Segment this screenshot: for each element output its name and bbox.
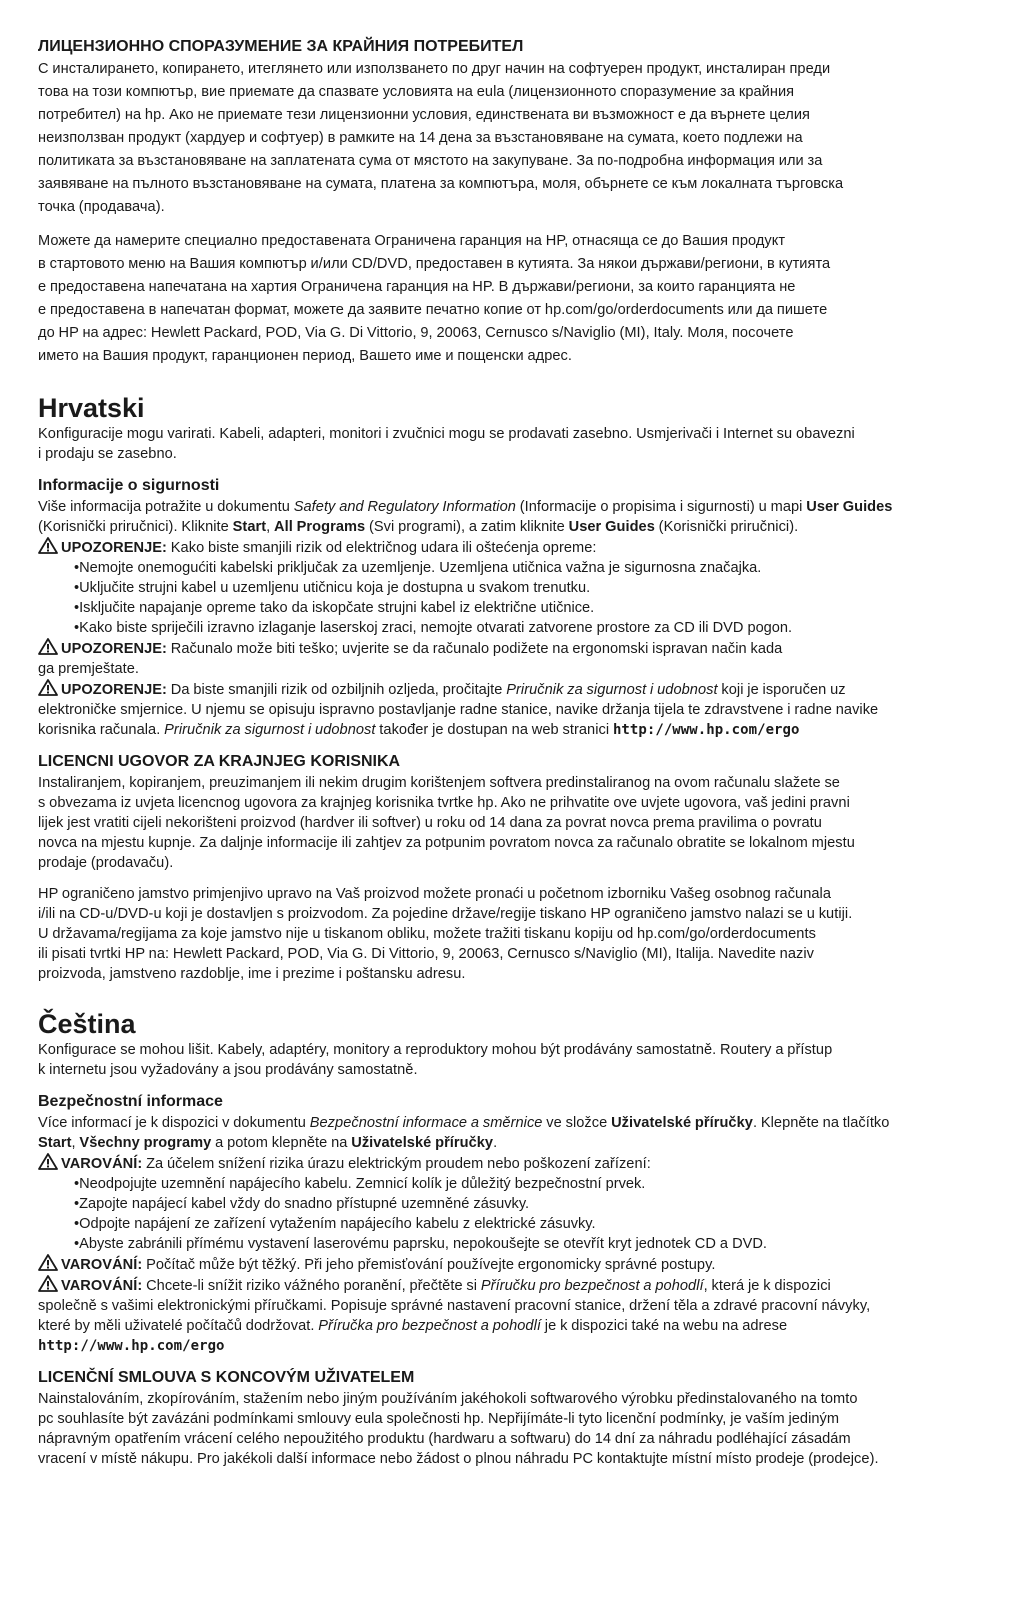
- text-line: политиката за възстановяване на заплатената сума от мястото на закупуване. За по-подробна информация или за: [38, 153, 823, 169]
- text-line: proizvoda, jamstveno razdoblje, ime i prezime i poštansku adresu.: [38, 966, 466, 982]
- cs-ergo-url-line: [38, 1336, 1000, 1356]
- text-line: в стартовото меню на Вашия компютър и/или CD/DVD, предоставен в кутията. За някои държави/региони, в кутията: [38, 256, 831, 272]
- hr-warning-1: UPOZORENJE: Kako biste smanjili rizik od električnog udara ili oštećenja opreme:: [38, 537, 1000, 558]
- text-line: společně s vašimi elektronickými příručkami. Popisuje správné nastavení pracovní stanice, držení těla a zdravé pracovní návyky,: [38, 1298, 871, 1314]
- cs-intro: [38, 1040, 1000, 1080]
- text-line: неизползван продукт (хардуер и софтуер) в рамките на 14 дена за възстановяване на сумата, което подлежи на: [38, 130, 803, 146]
- text-line: Instaliranjem, kopiranjem, preuzimanjem ili nekim drugim korištenjem softvera predinstaliranog na ovom računalu slažete se: [38, 775, 840, 791]
- text-line: lijek jest vratiti cijeli nekorišteni proizvod (hardver ili softver) u roku od 14 dana za povrat novca prema pravilima o povratu: [38, 815, 822, 831]
- text-line: elektroničke smjernice. U njemu se opisuju ispravno postavljanje radne stanice, navike držanja tijela te zdravstvene i radne navike: [38, 702, 879, 718]
- text-line: U državama/regijama za koje jamstvo nije u tiskanom obliku, možete tražiti tiskanu kopiju od hp.com/go/orderdocuments: [38, 926, 816, 942]
- text-line: е предоставена напечатана на хартия Ограничена гаранция на HP. В държави/региони, за които гаранцията не: [38, 279, 796, 295]
- bg-eula-paragraph: [38, 58, 1000, 219]
- list-item: • Zapojte napájecí kabel vždy do snadno přístupné uzemněné zásuvky.: [74, 1194, 1000, 1214]
- list-item: • Uključite strujni kabel u uzemljenu utičnicu koja je dostupna u svakom trenutku.: [74, 578, 1000, 598]
- list-item: • Nemojte onemogućiti kabelski priključak za uzemljenje. Uzemljena utičnica važna je sigurnosna značajka.: [74, 558, 1000, 578]
- text-line: това на този компютър, вие приемате да спазвате условията на eula (лицензионното споразумение за крайния: [38, 84, 795, 100]
- text-line: nápravným opatřením vrácení celého nepoužitého produktu (hardwaru a softwaru) do 14 dní za náhradu podléhající zásadám: [38, 1431, 851, 1447]
- text-line: потребител) на hp. Ако не приемате тези лицензионни условия, единствената ви възможност е да върнете целия: [38, 107, 810, 123]
- warning-triangle-icon: [38, 679, 58, 696]
- hr-eula-heading: LICENCNI UGOVOR ZA KRAJNJEG KORISNIKA: [38, 753, 401, 770]
- ergo-url-link[interactable]: http://www.hp.com/ergo: [612, 722, 800, 738]
- hr-warranty-paragraph: [38, 884, 1000, 984]
- text-line: Можете да намерите специално предоставената Ограничена гаранция на HP, отнасяща се до Вашия продукт: [38, 233, 786, 249]
- ergo-url-link[interactable]: http://www.hp.com/ergo: [38, 1338, 225, 1354]
- text-line: s obvezama iz uvjeta licencnog ugovora za krajnjeg korisnika tvrtke hp. Ako ne prihvatite ove uvjete ugovora, vaš jedini pravni: [38, 795, 850, 811]
- list-item: • Odpojte napájení ze zařízení vytažením napájecího kabelu z elektrické zásuvky.: [74, 1214, 1000, 1234]
- text-line: prodaje (prodavaču).: [38, 855, 174, 871]
- text-line: е предоставена в напечатан формат, можете да заявите печатно копие от hp.com/go/orderdocuments или да пишете: [38, 302, 828, 318]
- text-line: HP ograničeno jamstvo primjenjivo upravo na Vaš proizvod možete pronaći u početnom izborniku Vašeg osobnog računala: [38, 886, 832, 902]
- hr-warning-3-line-3: korisnika računala. Priručnik za sigurnost i udobnost također je dostupan na web stranici http://www.hp.com/ergo: [38, 722, 800, 738]
- text-line: pc souhlasíte být zavázáni podmínkami smlouvy eula společnosti hp. Nepřijímáte-li tyto licenční podmínky, je vaším jediným: [38, 1411, 840, 1427]
- text-line: до HP на адрес: Hewlett Packard, POD, Via G. Di Vittorio, 9, 20063, Cernusco s/Naviglio (MI), Italy. Моля, посочете: [38, 325, 794, 341]
- list-item: • Neodpojujte uzemnění napájecího kabelu. Zemnicí kolík je důležitý bezpečnostní prvek.: [74, 1174, 1000, 1194]
- hr-safety-line-1: Više informacija potražite u dokumentu Safety and Regulatory Information (Informacije o propisima i sigurnosti) u mapi User Guides: [38, 499, 893, 515]
- cs-eula-paragraph: [38, 1389, 1000, 1469]
- document-page: [38, 36, 1000, 1469]
- warning-triangle-icon: [38, 1275, 58, 1292]
- cs-eula-heading: LICENČNÍ SMLOUVA S KONCOVÝM UŽIVATELEM: [38, 1369, 415, 1386]
- hr-safety-line-2: (Korisnički priručnici). Kliknite Start, All Programs (Svi programi), a zatim kliknite User Guides (Korisnički priručnici).: [38, 519, 799, 535]
- text-line: k internetu jsou vyžadovány a jsou prodávány samostatně.: [38, 1062, 418, 1078]
- text-line: ili pisati tvrtki HP na: Hewlett Packard, POD, Via G. Di Vittorio, 9, 20063, Cernusco s/Naviglio (MI), Italija. Navedite naziv: [38, 946, 814, 962]
- cs-safety-line-1: Více informací je k dispozici v dokumentu Bezpečnostní informace a směrnice ve složce Uživatelské příručky. Klepněte na tlačítko: [38, 1115, 890, 1131]
- list-item: • Abyste zabránili přímému vystavení laserovému paprsku, nepokoušejte se otevřít kryt jednotek CD a DVD.: [74, 1234, 1000, 1254]
- cs-warning-2: VAROVÁNÍ: Počítač může být těžký. Při jeho přemisťování používejte ergonomicky správné postupy.: [38, 1254, 1000, 1275]
- cs-warning-bullets: [38, 1174, 1000, 1254]
- cs-warning-3: VAROVÁNÍ: Chcete-li snížit riziko vážného poranění, přečtěte si Příručku pro bezpečnost a pohodlí, která je k dispozici: [38, 1275, 1000, 1296]
- cs-warning-3-line-3: které by měli uživatelé počítačů dodržovat. Příručka pro bezpečnost a pohodlí je k dispozici také na webu na adrese: [38, 1318, 788, 1334]
- text-line: novca na mjestu kupnje. Za daljnje informacije ili zahtjev za potpunim povratom novca za računalo obratite se lokalnom mjestu: [38, 835, 855, 851]
- cs-section-title: Čeština: [38, 1009, 136, 1039]
- text-line: С инсталирането, копирането, итеглянето или използването по друг начин на софтуерен продукт, инсталиран преди: [38, 61, 831, 77]
- text-line: точка (продавача).: [38, 199, 165, 215]
- list-item: • Isključite napajanje opreme tako da iskopčate strujni kabel iz električne utičnice.: [74, 598, 1000, 618]
- bg-warranty-paragraph: [38, 230, 1000, 368]
- list-item: • Kako biste spriječili izravno izlaganje laserskoj zraci, nemojte otvarati zatvorene prostore za CD ili DVD pogon.: [74, 618, 1000, 638]
- text-line: името на Вашия продукт, гаранционен период, Вашето име и пощенски адрес.: [38, 348, 572, 364]
- hr-intro: [38, 424, 1000, 464]
- warning-triangle-icon: [38, 537, 58, 554]
- warning-triangle-icon: [38, 1254, 58, 1271]
- cs-warning-1: VAROVÁNÍ: Za účelem snížení rizika úrazu elektrickým proudem nebo poškození zařízení:: [38, 1153, 1000, 1174]
- cs-safety-heading: Bezpečnostní informace: [38, 1093, 223, 1110]
- hr-eula-paragraph: [38, 773, 1000, 873]
- text-line: i/ili na CD-u/DVD-u koji je dostavljen s proizvodom. Za pojedine države/regije tiskano HP ograničeno jamstvo nalazi se u kutiji.: [38, 906, 853, 922]
- hr-warning-3: UPOZORENJE: Da biste smanjili rizik od ozbiljnih ozljeda, pročitajte Priručnik za sigurnost i udobnost koji je isporučen uz: [38, 679, 1000, 700]
- warning-triangle-icon: [38, 638, 58, 655]
- hr-warning-2: UPOZORENJE: Računalo može biti teško; uvjerite se da računalo podižete na ergonomski ispravan način kada: [38, 638, 1000, 659]
- text-line: Nainstalováním, zkopírováním, stažením nebo jiným používáním jakéhokoli softwarového výrobku předinstalovaného na tomto: [38, 1391, 858, 1407]
- text-line: i prodaju se zasebno.: [38, 446, 177, 462]
- bg-eula-heading: ЛИЦЕНЗИОННО СПОРАЗУМЕНИЕ ЗА КРАЙНИЯ ПОТРЕБИТЕЛ: [38, 38, 524, 55]
- text-line: Konfiguracije mogu varirati. Kabeli, adapteri, monitori i zvučnici mogu se prodavati zasebno. Usmjerivači i Internet su obavezni: [38, 426, 855, 442]
- text-line: ga premještate.: [38, 661, 140, 677]
- hr-safety-heading: Informacije o sigurnosti: [38, 477, 220, 494]
- hr-section-title: Hrvatski: [38, 393, 145, 423]
- hr-warning-bullets: [38, 558, 1000, 638]
- warning-triangle-icon: [38, 1153, 58, 1170]
- text-line: vracení v místě nákupu. Pro jakékoli další informace nebo žádost o plnou náhradu PC kontaktujte místní místo prodeje (prodejce).: [38, 1451, 879, 1467]
- cs-safety-line-2: Start, Všechny programy a potom klepněte na Uživatelské příručky.: [38, 1135, 498, 1151]
- text-line: Konfigurace se mohou lišit. Kabely, adaptéry, monitory a reproduktory mohou být prodávány samostatně. Routery a přístup: [38, 1042, 833, 1058]
- text-line: заявяване на пълното възстановяване на сумата, платена за компютъра, моля, обърнете се към локалната търговска: [38, 176, 844, 192]
